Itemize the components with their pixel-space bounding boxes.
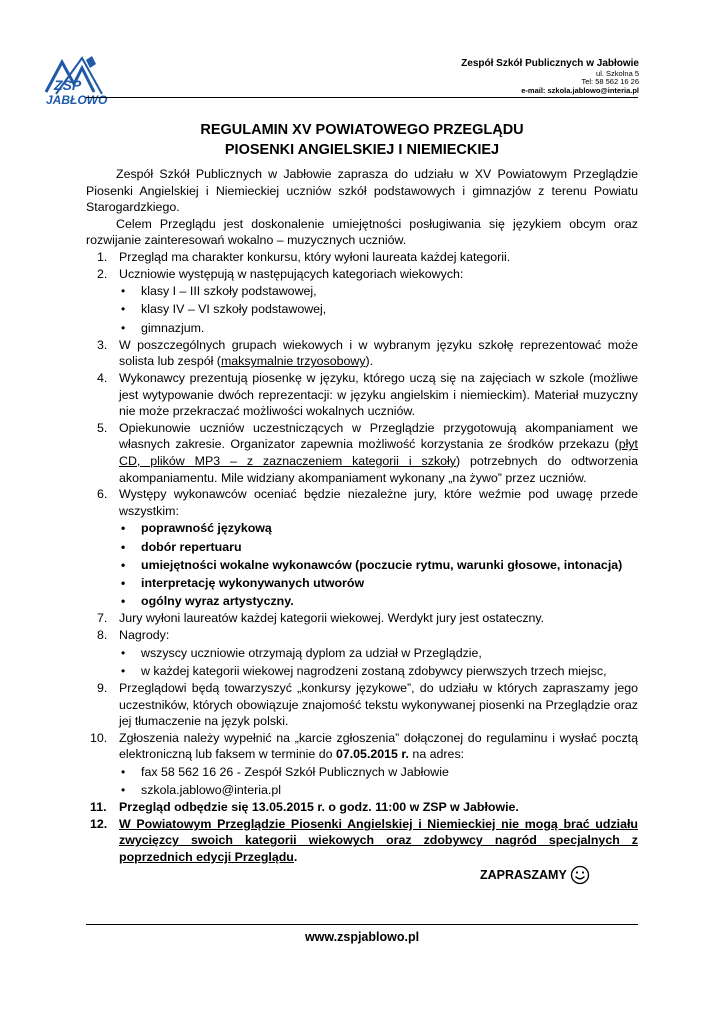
- rule-number: 7.: [97, 611, 108, 626]
- bullet-list: [119, 282, 638, 337]
- svg-text:ZSP: ZSP: [54, 77, 82, 93]
- rule-text: Jury wyłoni laureatów każdej kategorii wiekowej. Werdykt jury jest ostateczny.: [119, 611, 545, 626]
- rule-3: [86, 337, 638, 370]
- rule-text-underlined: płyt CD, plików MP3 – z zaznaczeniem kategorii i szkoły: [119, 437, 638, 468]
- rule-text: Przegląd ma charakter konkursu, który wyłoni laureata każdej kategorii.: [119, 249, 511, 264]
- school-email: e-mail: szkola.jablowo@interia.pl: [521, 85, 639, 95]
- school-name: Zespół Szkół Publicznych w Jabłowie: [461, 58, 639, 69]
- title-line-2: PIOSENKI ANGIELSKIEJ I NIEMIECKIEJ: [224, 142, 500, 158]
- rule-number: 8.: [97, 627, 108, 642]
- school-phone: Tel: 58 562 16 26: [581, 77, 639, 87]
- rule-text-underlined: W Powiatowym Przeglądzie Piosenki Angielskiej i Niemieckiej nie mogą brać udziału zwycięzcy swoich kategorii wiekowych oraz zdobywcy nagród specjalnych z poprzednich edycji Przeglądu: [119, 816, 638, 865]
- bullet-item: • gimnazjum.: [119, 319, 638, 337]
- rule-9: [86, 680, 638, 730]
- rule-text: ) potrzebnych do odtworzenia akompaniamentu. Mile widziany akompaniament wykonany „na żywo” przez uczniów.: [119, 453, 638, 485]
- rule-text: na adres:: [408, 747, 465, 762]
- rule-5: [86, 420, 638, 486]
- rule-1: [86, 249, 638, 266]
- bullet-item: • w każdej kategorii wiekowej nagrodzeni zostaną zdobywcy pierwszych trzech miejsc,: [119, 662, 638, 680]
- rule-4: [86, 370, 638, 420]
- rule-text: Uczniowie występują w następujących kategoriach wiekowych:: [119, 266, 464, 281]
- rule-text-underlined: maksymalnie trzyosobowy: [220, 354, 366, 369]
- rule-number: 4.: [97, 370, 108, 385]
- bullet-list: [119, 763, 638, 799]
- rule-number: 6.: [97, 487, 108, 502]
- rules-list: [86, 249, 638, 866]
- intro-paragraph-2: Celem Przeglądu jest doskonalenie umiejętności posługiwania się językiem obcym oraz rozwijanie zainteresowań wokalno – muzycznych uczniów.: [86, 216, 638, 248]
- bullet-item: • wszyscy uczniowie otrzymają dyplom za udział w Przeglądzie,: [119, 644, 638, 662]
- bullet-item: • klasy I – III szkoły podstawowej,: [119, 282, 638, 300]
- rule-number: 10.: [90, 730, 108, 745]
- svg-text:JABŁOWO: JABŁOWO: [46, 93, 108, 106]
- school-logo: [42, 54, 114, 106]
- bullet-item: • dobór repertuaru: [119, 538, 638, 556]
- rule-text: .: [293, 850, 298, 865]
- page-title: [86, 120, 638, 160]
- rule-8: [86, 627, 638, 680]
- rule-6: [86, 486, 638, 610]
- header-divider: [86, 97, 638, 98]
- bullet-item: • umiejętności wokalne wykonawców (poczucie rytmu, warunki głosowe, intonacja): [119, 556, 638, 574]
- rule-11: [86, 799, 638, 816]
- rule-number: 1.: [97, 249, 108, 264]
- rule-text: Zgłoszenia należy wypełnić na „karcie zgłoszenia” dołączonej do regulaminu i wysłać pocztą elektroniczną lub faksem w terminie do: [119, 730, 638, 762]
- closing-invitation: ZAPRASZAMY: [480, 868, 567, 882]
- footer-divider: [86, 924, 638, 925]
- rule-number: 12.: [90, 816, 108, 831]
- bullet-list: [119, 644, 638, 680]
- rule-text: Przeglądowi będą towarzyszyć „konkursy językowe”, do udziału w których zapraszamy jego uczestników, których obowiązuje znajomość tekstu wykonywanej piosenki na Przeglądzie oraz jej tłumaczenie na język polski.: [119, 680, 638, 729]
- deadline-date: 07.05.2015 r.: [335, 747, 409, 762]
- title-line-1: REGULAMIN XV POWIATOWEGO PRZEGLĄDU: [200, 122, 524, 138]
- rule-text: Występy wykonawców oceniać będzie niezależne jury, które weźmie pod uwagę przede wszystkim:: [119, 487, 638, 518]
- bullet-item: • fax 58 562 16 26 - Zespół Szkół Publicznych w Jabłowie: [119, 763, 638, 781]
- rule-10: [86, 730, 638, 800]
- rule-text: W poszczególnych grupach wiekowych i w wybranym języku szkołę reprezentować może solista lub zespół (: [119, 337, 638, 369]
- bullet-item: • klasy IV – VI szkoły podstawowej,: [119, 300, 638, 318]
- rule-text: Przegląd odbędzie się 13.05.2015 r. o godz. 11:00 w ZSP w Jabłowie.: [119, 800, 519, 815]
- intro-paragraph-1: Zespół Szkół Publicznych w Jabłowie zaprasza do udziału w XV Powiatowym Przeglądzie Piosenki Angielskiej i Niemieckiej uczniów szkół podstawowych i gimnazjów z terenu Powiatu Starogardzkiego.: [86, 167, 638, 215]
- bullet-item: • ogólny wyraz artystyczny.: [119, 592, 638, 610]
- rule-text: Wykonawcy prezentują piosenkę w języku, którego uczą się na zajęciach w szkole (możliwe jest wytypowanie dwóch reprezentacji: w języku angielskim i niemieckim). Materiał muzyczny nie może przekraczać możliwości wokalnych uczniów.: [119, 370, 638, 419]
- rule-number: 9.: [97, 680, 108, 695]
- rule-number: 3.: [97, 337, 108, 352]
- bullet-list: [119, 519, 638, 610]
- smiley-icon: [570, 865, 590, 885]
- regulation-body: [86, 166, 638, 866]
- rule-text: ).: [365, 354, 374, 369]
- bullet-item: • szkola.jablowo@interia.pl: [119, 781, 638, 799]
- bullet-item: • poprawność językową: [119, 519, 638, 537]
- rule-number: 5.: [97, 420, 108, 435]
- school-header: [461, 58, 639, 95]
- rule-7: [86, 610, 638, 627]
- footer-website[interactable]: www.zspjablowo.pl: [304, 930, 420, 944]
- rule-number: 11.: [90, 800, 107, 815]
- rule-number: 2.: [97, 266, 108, 281]
- rule-text: Opiekunowie uczniów uczestniczących w Przeglądzie przygotowują akompaniament we własnych zakresie. Organizator zapewnia możliwość korzystania ze środków przekazu (: [119, 420, 638, 452]
- school-street: ul. Szkolna 5: [596, 68, 639, 78]
- bullet-item: • interpretację wykonywanych utworów: [119, 574, 638, 592]
- rule-text: Nagrody:: [119, 627, 170, 642]
- rule-12: [86, 816, 638, 866]
- rule-2: [86, 266, 638, 337]
